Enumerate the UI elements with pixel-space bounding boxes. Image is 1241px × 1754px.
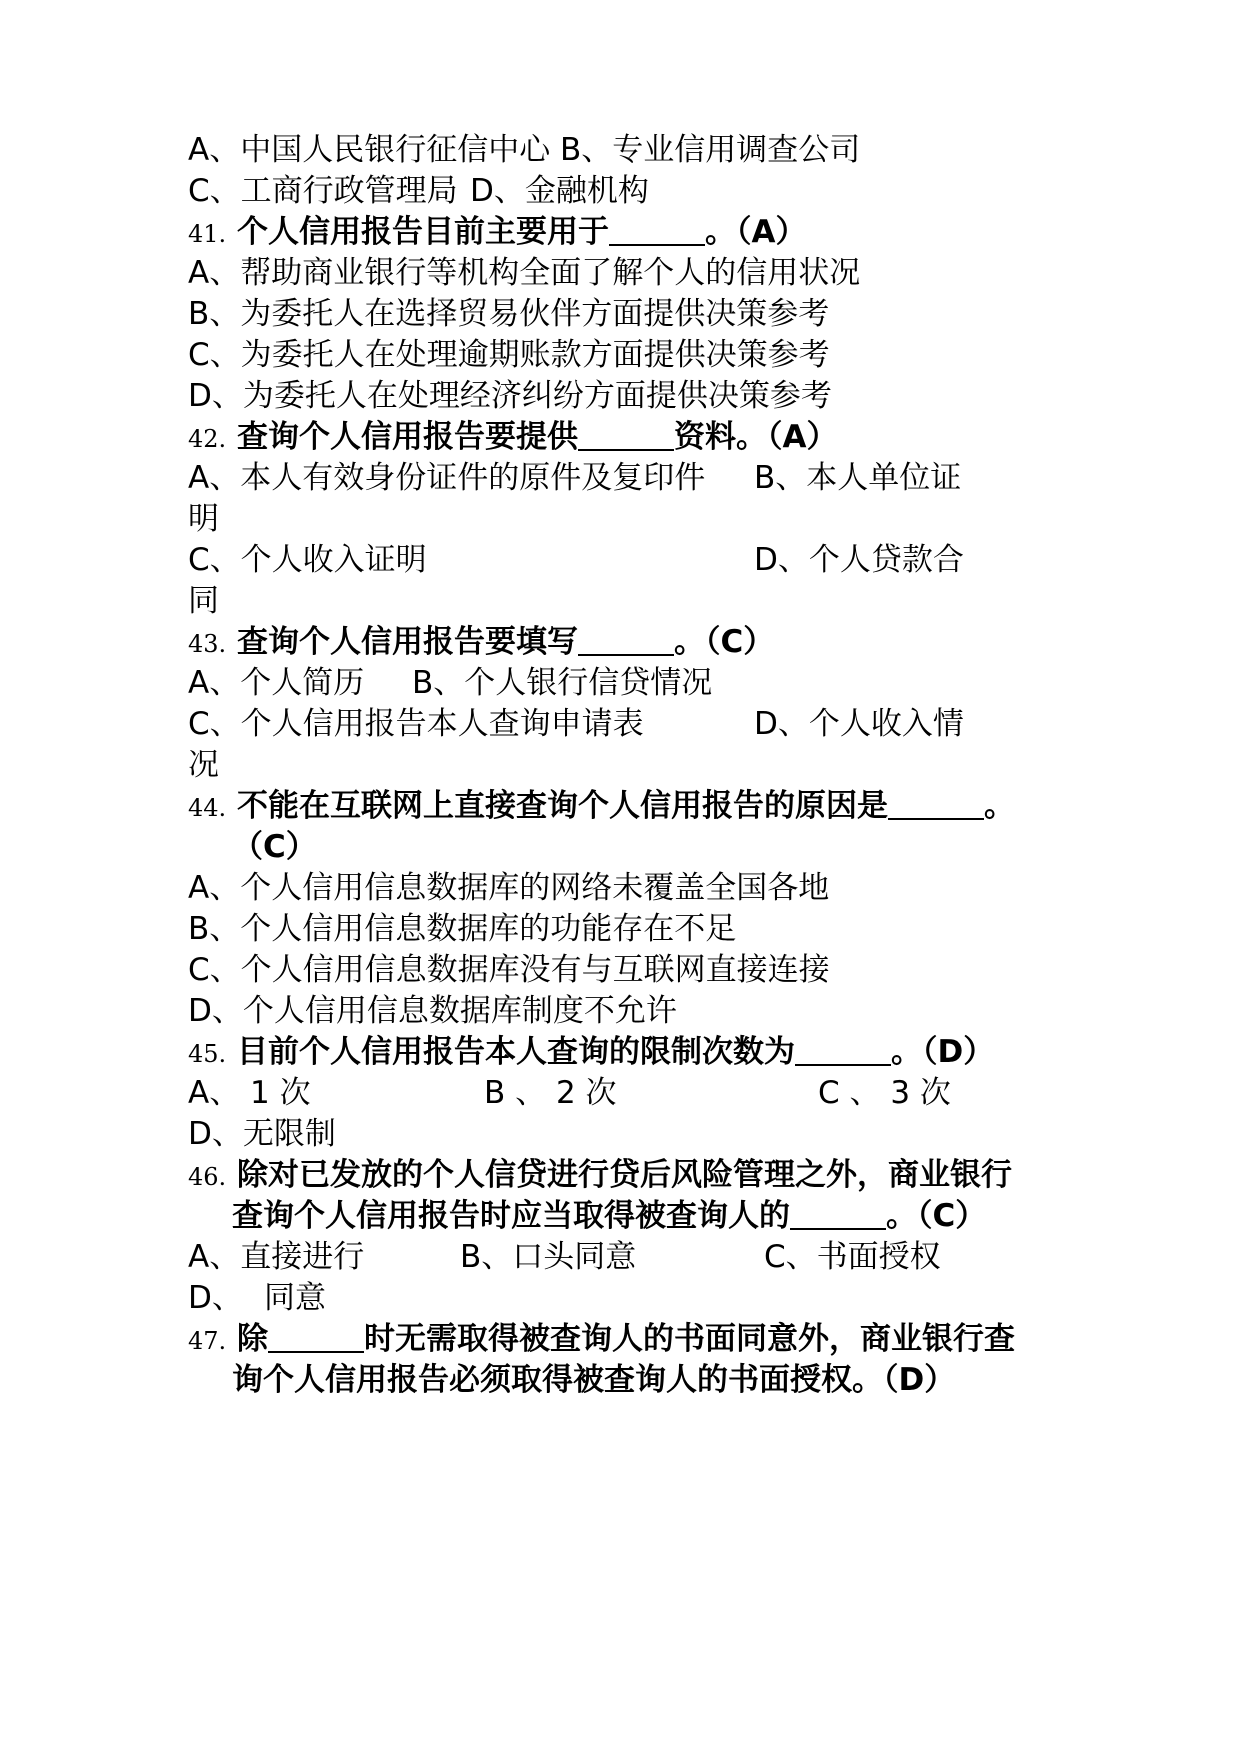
question-number: 47. <box>188 1327 227 1355</box>
question-text: 除 <box>236 1321 268 1357</box>
question-41-option-c: C、为委托人在处理逾期账款方面提供决策参考 <box>188 337 830 373</box>
question-46-option-d <box>188 1276 326 1320</box>
question-46-option-b: B、口头同意 <box>460 1239 637 1275</box>
question-number: 46. <box>188 1163 227 1191</box>
question-43-option-d-wrap: 况 <box>188 747 219 783</box>
question-43-option-a: A、个人简历 <box>188 665 365 701</box>
question-43-options-row-2 <box>188 702 964 746</box>
answer-blank <box>790 1198 886 1230</box>
question-41-option-b: B、为委托人在选择贸易伙伴方面提供决策参考 <box>188 296 830 332</box>
question-number: 42. <box>188 425 227 453</box>
question-46-stem-line-2 <box>232 1194 986 1238</box>
question-number: 41. <box>188 220 227 248</box>
prev-option-d: D、金融机构 <box>470 173 649 209</box>
question-46-option-a: A、直接进行 <box>188 1239 365 1275</box>
answer-blank <box>578 419 674 451</box>
question-text: 查询个人信用报告要提供 <box>236 419 578 455</box>
question-45-option-c: C 、 3 次 <box>818 1075 951 1111</box>
prev-options-row-1 <box>188 128 861 172</box>
question-42-stem <box>188 415 837 459</box>
answer-blank <box>795 1034 891 1066</box>
question-42-options-row-2 <box>188 538 964 582</box>
answer-blank <box>578 624 674 656</box>
question-42-options-row-1 <box>188 456 962 500</box>
question-44-option-c: C、个人信用信息数据库没有与互联网直接连接 <box>188 952 830 988</box>
question-45-option-b: B 、 2 次 <box>484 1075 617 1111</box>
question-answer: 。（C） <box>886 1198 987 1234</box>
answer-blank <box>888 788 984 820</box>
question-42-option-b-wrap: 明 <box>188 501 219 537</box>
question-45-options-row-1 <box>188 1071 951 1115</box>
question-text: 查询个人信用报告要填写 <box>236 624 578 660</box>
question-44-option-a: A、个人信用信息数据库的网络未覆盖全国各地 <box>188 870 830 906</box>
question-answer: 。（A） <box>704 214 807 250</box>
question-42-option-b: B、本人单位证 <box>754 460 962 496</box>
question-answer: 资料。（A） <box>673 419 838 455</box>
answer-blank <box>609 214 705 246</box>
question-42-option-a: A、本人有效身份证件的原件及复印件 <box>188 460 706 496</box>
prev-option-b: B、专业信用调查公司 <box>560 132 861 168</box>
question-45-stem <box>188 1030 994 1074</box>
question-44-stem <box>188 784 1015 828</box>
question-45-option-a: A、 1 次 <box>188 1075 311 1111</box>
question-43-options-row-1 <box>188 661 713 705</box>
question-43-stem <box>188 620 774 664</box>
option-text: 同意 <box>264 1280 326 1316</box>
question-42-option-c: C、个人收入证明 <box>188 542 427 578</box>
question-text: 目前个人信用报告本人查询的限制次数为 <box>236 1034 795 1070</box>
question-41-option-d: D、为委托人在处理经济纠纷方面提供决策参考 <box>188 378 832 414</box>
question-text: 不能在互联网上直接查询个人信用报告的原因是 <box>236 788 888 824</box>
question-number: 43. <box>188 630 227 658</box>
question-number: 44. <box>188 794 227 822</box>
question-46-options-row-1 <box>188 1235 941 1279</box>
question-47-stem <box>188 1317 1015 1361</box>
question-43-option-c: C、个人信用报告本人查询申请表 <box>188 706 644 742</box>
question-42-option-d: D、个人贷款合 <box>754 542 964 578</box>
question-46-stem <box>188 1153 1012 1197</box>
question-answer: 。（D） <box>890 1034 995 1070</box>
question-45-option-d: D、无限制 <box>188 1116 336 1152</box>
option-label: D、 <box>188 1280 243 1316</box>
question-44-option-d: D、个人信用信息数据库制度不允许 <box>188 993 677 1029</box>
question-41-option-a: A、帮助商业银行等机构全面了解个人的信用状况 <box>188 255 861 291</box>
question-text-continued: 时无需取得被查询人的书面同意外，商业银行查 <box>363 1321 1015 1357</box>
question-44-answer: （C） <box>232 829 317 865</box>
prev-option-c: C、工商行政管理局 <box>188 173 458 209</box>
prev-options-row-2 <box>188 169 649 213</box>
question-text: 除对已发放的个人信贷进行贷后风险管理之外，商业银行 <box>236 1157 1012 1193</box>
prev-option-a: A、中国人民银行征信中心 <box>188 132 551 168</box>
question-43-option-b: B、个人银行信贷情况 <box>412 665 713 701</box>
question-text: 查询个人信用报告时应当取得被查询人的 <box>232 1198 790 1234</box>
question-42-option-d-wrap: 同 <box>188 583 219 619</box>
question-41-stem <box>188 210 806 254</box>
question-text: 个人信用报告目前主要用于 <box>236 214 609 250</box>
question-46-option-c: C、书面授权 <box>764 1239 941 1275</box>
question-answer: 。（C） <box>673 624 775 660</box>
question-43-option-d: D、个人收入情 <box>754 706 964 742</box>
question-47-stem-line-2: 询个人信用报告必须取得被查询人的书面授权。（D） <box>232 1362 956 1398</box>
answer-blank <box>268 1321 364 1353</box>
question-number: 45. <box>188 1040 227 1068</box>
question-punct: 。 <box>983 788 1015 824</box>
question-44-option-b: B、个人信用信息数据库的功能存在不足 <box>188 911 737 947</box>
